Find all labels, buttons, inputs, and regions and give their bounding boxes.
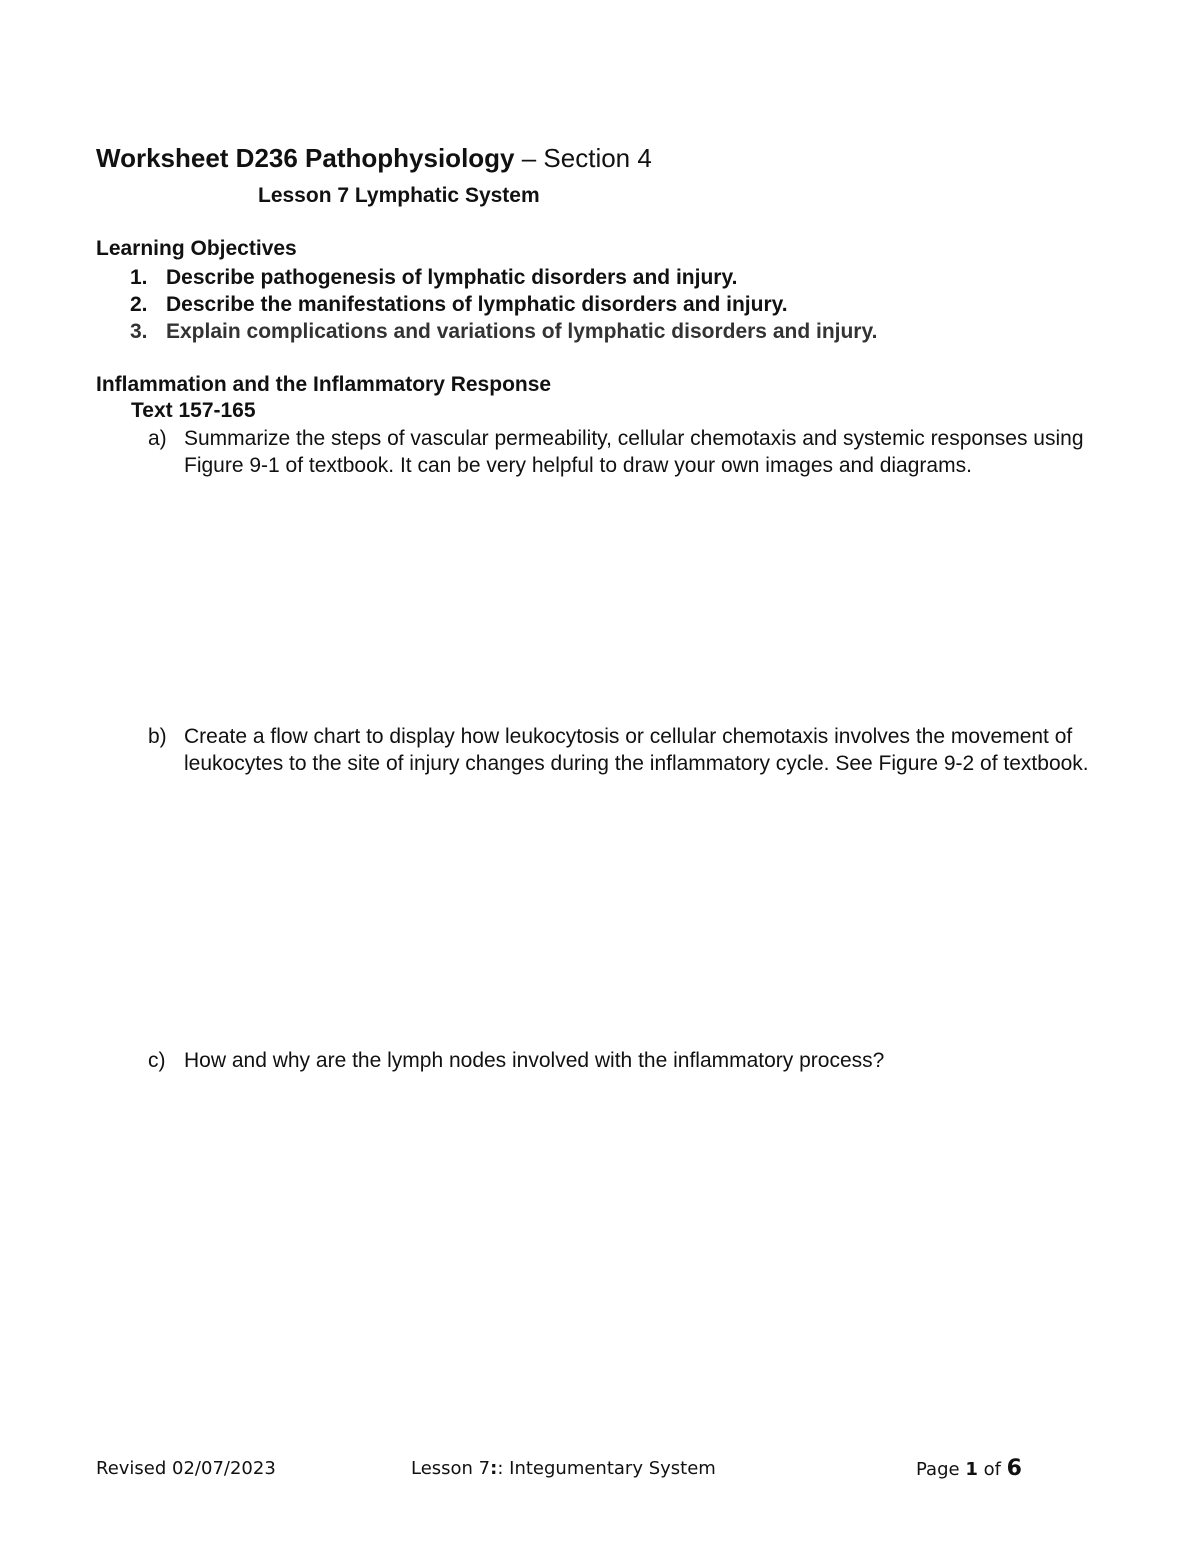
question-c [148,1047,1128,1074]
question-marker: a) [148,427,167,450]
lesson-subtitle: Lesson 7 Lymphatic System [258,184,540,207]
objective-text: Describe the manifestations of lymphatic disorders and injury. [166,293,788,316]
objective-number: 2. [130,293,148,316]
text-reference: Text 157-165 [131,399,256,422]
footer-page-total: 6 [1006,1456,1022,1481]
objective-text: Explain complications and variations of lymphatic disorders and injury. [166,320,878,343]
learning-objectives-heading: Learning Objectives [96,237,297,260]
objectives-list [130,264,877,345]
question-text: Create a flow chart to display how leukocytosis or cellular chemotaxis involves the movement of leukocytes to the site of injury changes during the inflammatory cycle. See Figure 9-2 of textbook. [184,725,1089,775]
footer-page-number [916,1457,1022,1482]
question-text: How and why are the lymph nodes involved with the inflammatory process? [184,1049,885,1072]
title-section: – Section 4 [514,143,652,173]
footer-lesson [411,1457,716,1481]
objective-text: Describe pathogenesis of lymphatic disorders and injury. [166,266,738,289]
question-marker: c) [148,1049,166,1072]
question-a [148,425,1128,479]
footer-page-word: Page [916,1459,966,1480]
question-b [148,723,1128,777]
footer-lesson-suffix: : Integumentary System [497,1458,716,1479]
footer-page-of: of [977,1459,1007,1480]
footer-page-current: 1 [965,1459,978,1480]
question-marker: b) [148,725,167,748]
inflammation-heading: Inflammation and the Inflammatory Response [96,373,552,396]
footer-revised-date: Revised 02/07/2023 [96,1458,276,1479]
objective-item [130,318,877,345]
footer-lesson-colon: : [490,1458,498,1479]
page-title [96,142,652,174]
objective-item [130,264,877,291]
objective-item [130,291,877,318]
title-bold: Worksheet D236 Pathophysiology [96,143,515,173]
objective-number: 3. [130,320,148,343]
question-text: Summarize the steps of vascular permeability, cellular chemotaxis and systemic responses using Figure 9-1 of textbook. It can be very helpful to draw your own images and diagrams. [184,427,1084,477]
footer-lesson-prefix: Lesson 7 [411,1458,491,1479]
objective-number: 1. [130,266,148,289]
